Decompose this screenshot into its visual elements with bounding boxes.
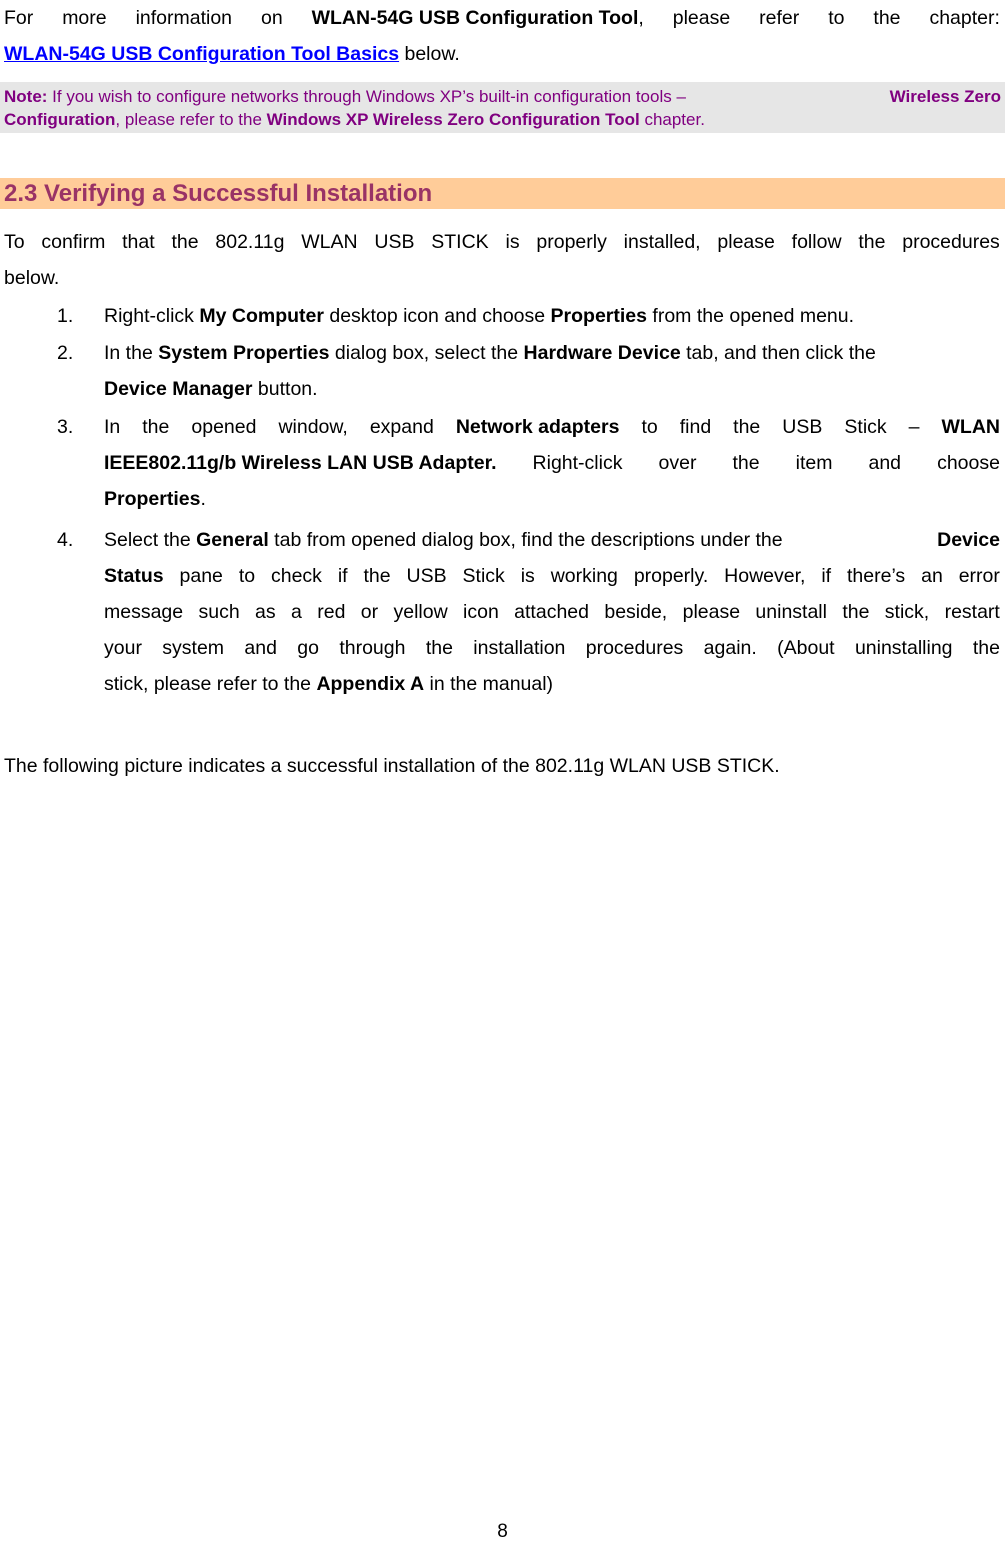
word: message [104,601,184,623]
word: – [908,416,920,438]
note-text-end: chapter. [639,110,705,129]
intro-after-link: below. [399,43,460,65]
confirm-paragraph [4,224,1000,296]
step-text: in the manual) [424,673,554,695]
note-text: If you wish to configure networks through Windows XP’s built-in configuration tools – [47,87,691,106]
intro-word: For [4,7,34,29]
note-bold-wireless-zero: Wireless Zero [889,87,1001,106]
word: error [958,565,1000,587]
step-2-text [104,335,1000,407]
step-text: from the opened menu. [646,305,855,327]
word: working [550,565,618,587]
step-3-line-2 [104,445,1000,481]
word: follow [791,231,842,253]
word: a [291,601,302,623]
word: icon [463,601,499,623]
word: is [505,231,520,253]
word: through [339,637,406,659]
word: uninstall [755,601,827,623]
word: the [733,416,761,438]
step-2-line-2 [104,371,1000,407]
confirm-line-1 [4,224,1000,260]
word: the [732,452,760,474]
word: WLAN [301,231,358,253]
word: (About [777,637,835,659]
step-bold: WLAN [941,416,1000,438]
intro-comma: , [638,7,644,29]
word: an [921,565,943,587]
word: if [821,565,832,587]
step-text: button. [252,378,318,400]
word: In [104,416,121,438]
word: restart [944,601,1000,623]
step-number: 4. [57,529,74,551]
word: the [858,231,886,253]
intro-word: please [672,7,731,29]
word: such [198,601,240,623]
word: opened [191,416,257,438]
note-text-2: , please refer to the [115,110,267,129]
step-4-line-4 [104,630,1000,666]
word: system [162,637,225,659]
word: go [297,637,319,659]
step-bold: Properties [104,488,201,510]
note-bold-configuration: Configuration [4,110,116,129]
word: as [255,601,276,623]
step-bold: Status [104,565,164,587]
section-heading: 2.3 Verifying a Successful Installation [0,178,1005,209]
word: properly. [633,565,709,587]
word: confirm [41,231,106,253]
word: the [425,637,453,659]
word: red [317,601,346,623]
step-4-line-1 [104,522,1000,558]
step-1 [57,298,1000,334]
step-3-line-1 [104,409,1000,445]
step-3-line-3 [104,481,1000,517]
word: yellow [393,601,448,623]
step-bold: Device Manager [104,378,253,400]
word: the [142,416,170,438]
word: installation [473,637,566,659]
chapter-link[interactable]: WLAN-54G USB Configuration Tool Basics [4,43,400,65]
word: item [795,452,833,474]
step-4-line-5 [104,666,1000,702]
word: over [658,452,697,474]
page-number: 8 [497,1521,508,1542]
step-text: . [200,488,206,510]
step-bold: General [196,529,269,551]
step-bold: Device [937,529,1000,551]
word: beside, [604,601,668,623]
step-3-text [104,409,1000,517]
intro-word: the [873,7,901,29]
word: However, [724,565,806,587]
step-4-text [104,522,1000,702]
note-line-2 [4,108,1001,131]
note-line1-left [4,85,691,108]
word: STICK [431,231,489,253]
word: pane [179,565,223,587]
step-text: In the [104,342,159,364]
word: properly [536,231,607,253]
word: the [972,637,1000,659]
step-bold: My Computer [199,305,324,327]
word: procedures [585,637,684,659]
step-number: 2. [57,342,74,364]
tool-name-bold: WLAN-54G USB Configuration Tool [311,7,639,29]
intro-paragraph [4,0,1000,72]
word: your [104,637,142,659]
word: and [868,452,902,474]
word: stick, [884,601,930,623]
step-bold: IEEE802.11g/b Wireless LAN USB Adapter. [104,452,497,474]
word: attached [514,601,589,623]
intro-word: refer [759,7,800,29]
word: is [520,565,535,587]
step-text: desktop icon and choose [323,305,551,327]
word: again. [703,637,757,659]
intro-word: to [828,7,845,29]
intro-line-2 [4,36,1000,72]
note-box [0,82,1005,133]
word: find [679,416,712,438]
note-bold-chapter-name: Windows XP Wireless Zero Configuration Tool [266,110,640,129]
word: to [641,416,658,438]
word: Stick [462,565,505,587]
word: check [270,565,322,587]
step-text: tab, and then click the [680,342,876,364]
word: 802.11g [215,231,285,253]
word: to [238,565,256,587]
step-2-line-1 [104,335,1000,371]
intro-bold-phrase [312,0,644,36]
word: if [337,565,348,587]
word: the [363,565,391,587]
step-bold: Network adapters [455,416,620,438]
note-label: Note: [4,87,48,106]
word: please [682,601,741,623]
word: that [122,231,155,253]
intro-line-1 [4,0,1000,36]
word: the [842,601,870,623]
word: Stick [844,416,887,438]
word: please [717,231,775,253]
note-line-1 [4,85,1001,108]
step-number: 1. [57,305,74,327]
word: and [244,637,277,659]
step-1-text [104,298,1000,334]
closing-paragraph: The following picture indicates a successful installation of the 802.11g WLAN USB STICK. [4,755,780,777]
step-text: dialog box, select the [329,342,524,364]
intro-word: chapter: [929,7,1000,29]
step-4-line-1-left [104,522,788,558]
step-bold: Hardware Device [523,342,681,364]
word: expand [369,416,434,438]
step-3 [57,409,1000,517]
step-bold: Appendix A [316,673,425,695]
word: USB [406,565,447,587]
word: installed, [623,231,701,253]
step-bold: System Properties [158,342,330,364]
step-text: tab from opened dialog box, find the descriptions under the [268,529,789,551]
step-4 [57,522,1000,702]
step-text: stick, please refer to the [104,673,317,695]
word: uninstalling [854,637,953,659]
word: window, [278,416,348,438]
word: or [360,601,379,623]
step-number: 3. [57,416,74,438]
word: there’s [847,565,906,587]
step-text: Right-click [104,305,200,327]
word: the [171,231,199,253]
word: choose [937,452,1000,474]
confirm-line-2: below. [4,267,60,289]
word: USB [782,416,823,438]
intro-word: more [62,7,107,29]
step-4-line-3 [104,594,1000,630]
intro-word: on [260,7,283,29]
word: Right-click [532,452,623,474]
step-2 [57,335,1000,407]
word: To [4,231,25,253]
step-text: Select the [104,529,197,551]
step-4-line-2 [104,558,1000,594]
word: procedures [902,231,1000,253]
intro-word: information [135,7,233,29]
step-bold: Properties [550,305,647,327]
word: USB [374,231,415,253]
